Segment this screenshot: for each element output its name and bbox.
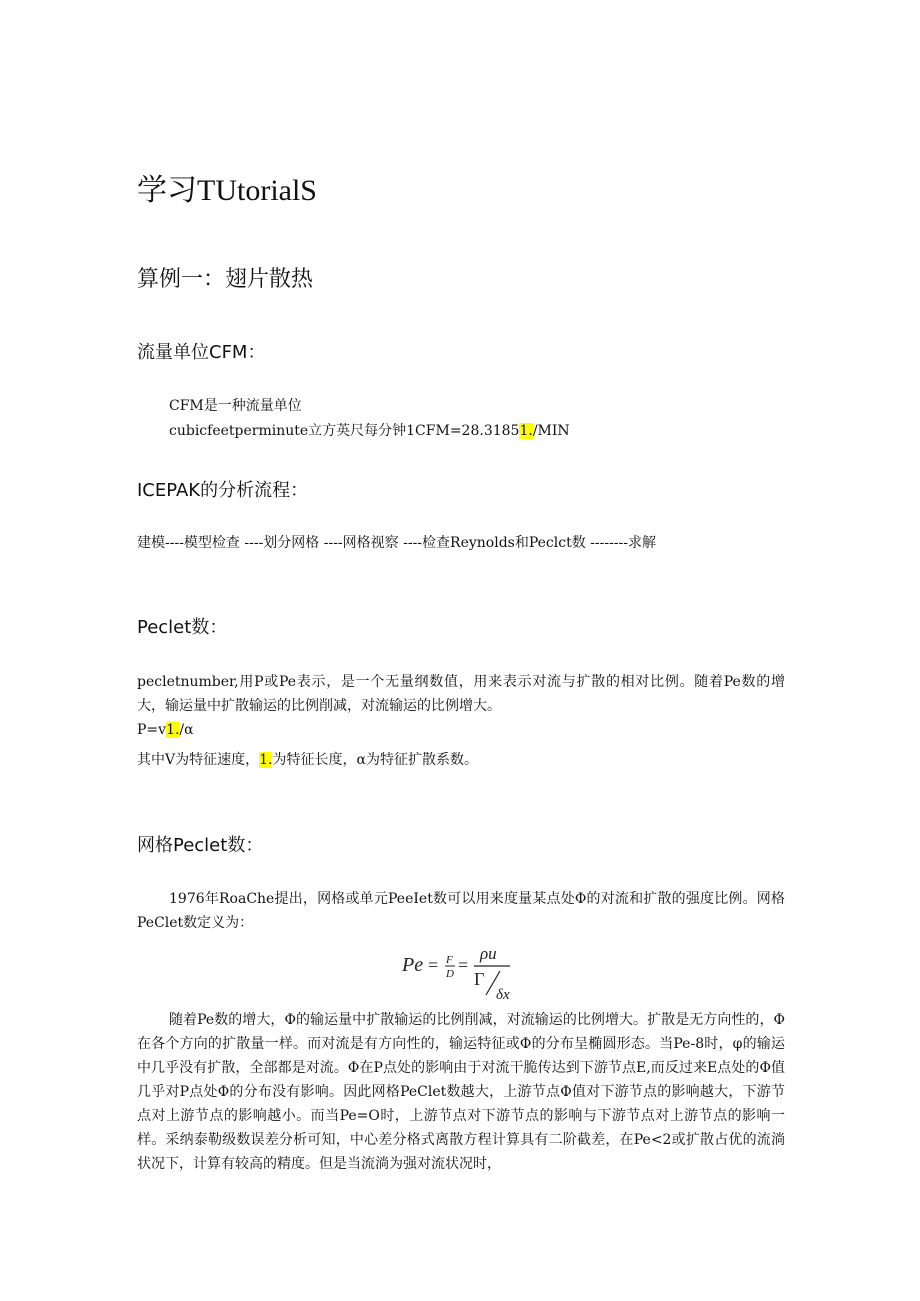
title-en: TUtorialS xyxy=(197,174,317,207)
icepak-heading: ICEPAK的分析流程： xyxy=(137,480,309,501)
highlight: 1. xyxy=(519,423,533,439)
peclet-paragraph-2 xyxy=(137,748,478,772)
peclet-formula xyxy=(137,718,194,742)
formula-f-den: D xyxy=(446,968,454,980)
grid-peclet-formula xyxy=(400,945,520,1003)
formula-den-dx: δx xyxy=(496,987,510,1003)
cfm-line-1: CFM是一种流量单位 xyxy=(169,398,302,414)
peclet-formula-post: /α xyxy=(179,722,194,738)
highlight: 1. xyxy=(259,752,273,768)
icepak-flow: 建模----模型检查 ----划分网格 ----网格视察 ----检查Reynolds和Peclct数 --------求解 xyxy=(137,535,656,551)
cfm-line-2-tail: /MIN xyxy=(532,423,570,439)
peclet-formula-pre: P=v xyxy=(137,722,167,738)
example-heading: 算例一：翅片散热 xyxy=(137,267,314,292)
formula-lhs: Pe xyxy=(402,954,424,976)
highlight: 1. xyxy=(166,722,180,738)
formula-den-gamma: Γ xyxy=(474,969,485,989)
title-cn: 学习 xyxy=(137,173,197,208)
formula-eq-2: = xyxy=(458,955,469,975)
grid-peclet-paragraph-2: 随着Pe数的增大，Φ的输运量中扩散输运的比例削减，对流输运的比例增大。扩散是无方向性的，Φ在各个方向的扩散量一样。而对流是有方向性的，输运特征或Φ的分布呈椭圆形态。当Pe-8时，φ的输运中几乎没有扩散，全部都是对流。Φ在P点处的影响由于对流干脆传达到下游节点E,而反过来E点处的Φ值几乎对P点处Φ的分布没有影响。因此网格PeClet数越大，上游节点Φ值对下游节点的影响越大，下游节点对上游节点的影响越小。而当Pe=O时，上游节点对下游节点的影响与下游节点对上游节点的影响一样。采纳泰勒级数误差分析可知，中心差分格式离散方程计算具有二阶截差，在Pe<2或扩散占优的流淌状况下，计算有较高的精度。但是当流淌为强对流状况时， xyxy=(137,1012,785,1172)
grid-peclet-heading: 网格Peclet数： xyxy=(137,835,264,856)
peclet-paragraph-2-pre: 其中V为特征速度， xyxy=(137,752,260,768)
cfm-line-2 xyxy=(169,419,570,443)
grid-peclet-paragraph-1: 1976年RoaChe提出，网格或单元PeeIet数可以用来度量某点处Φ的对流和扩散的强度比例。网格PeClet数定义为： xyxy=(137,891,785,931)
cfm-line-2-text: cubicfeetperminute立方英尺每分钟1CFM=28.3185 xyxy=(169,423,520,439)
peclet-paragraph-1: pecletnumber,用P或Pe表示，是一个无量纲数值，用来表示对流与扩散的相对比例。随着Pe数的增大，输运量中扩散输运的比例削减，对流输运的比例增大。 xyxy=(137,674,785,714)
formula-eq-1: = xyxy=(428,955,439,975)
peclet-heading: Peclet数： xyxy=(137,617,228,638)
page-title xyxy=(137,165,317,209)
formula-f-num: F xyxy=(446,954,453,966)
peclet-paragraph-2-post: 为特征长度，α为特征扩散系数。 xyxy=(272,752,478,768)
formula-num: ρu xyxy=(480,945,497,963)
cfm-heading: 流量单位CFM： xyxy=(137,342,266,363)
